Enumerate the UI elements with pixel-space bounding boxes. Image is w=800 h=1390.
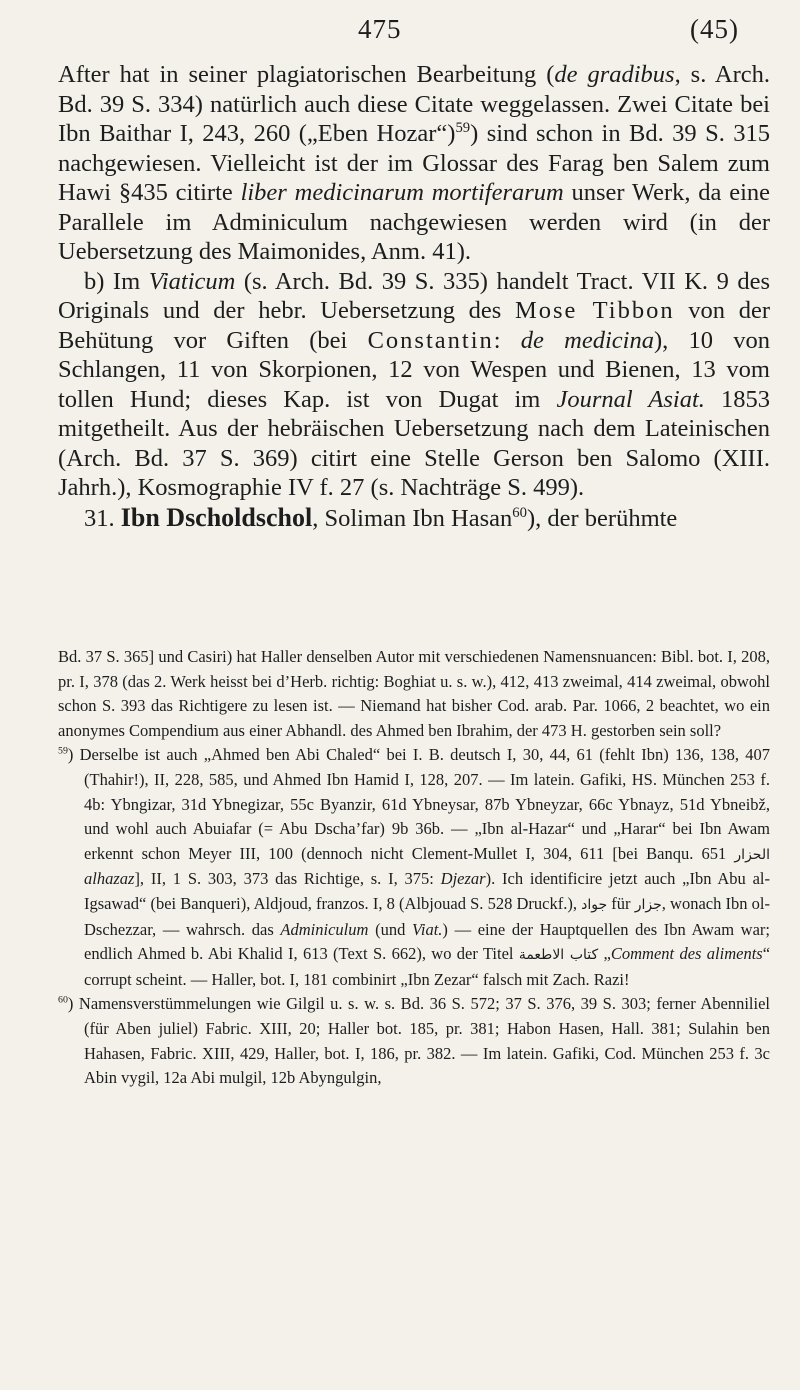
arabic-term: كتاب الاطعمة [518, 947, 599, 964]
footnote-mark: 59 [58, 745, 68, 757]
section-number: 31. [84, 504, 115, 532]
footnotes [58, 645, 770, 1091]
work-title: de gradibus [554, 61, 675, 88]
section-heading-name: Ibn Dscholdschol [120, 502, 313, 532]
arabic-term: جواد [581, 896, 608, 913]
footnote-ref-59[interactable]: 59 [455, 119, 471, 136]
person-name: Mose Tibbon [514, 297, 675, 324]
paragraph-after: After hat in seiner plagiatorischen Bearbeitung (de gradibus, s. Arch. Bd. 39 S. 334) natürlich auch diese Citate weggelassen. Zwei Citate bei Ibn Baithar I, 243, 260 („Eben Hozar“)$^{59}$) sind schon in Bd. 39 S. 315 nachgewiesen. Vielleicht ist der im Glossar des Farag ben Salem zum Hawi §435 citirte liber medicinarum mortiferarum unser Werk, da eine Parallele im Adminiculum nachgewiesen werden wird (in der Uebersetzung des Maimonides, Anm. 41). [58, 61, 771, 265]
work-title: de medicina [520, 326, 654, 354]
footnote-ref-60[interactable]: 60 [512, 504, 527, 521]
running-header [0, 14, 800, 54]
arabic-term: الحزار [734, 846, 770, 863]
work-title: liber medicinarum mortiferarum [240, 179, 564, 206]
work-title: Viaticum [148, 267, 236, 295]
journal-title: Journal Asiat. [556, 385, 705, 413]
paragraph-viaticum: b) Im Viaticum (s. Arch. Bd. 39 S. 335) handelt Tract. VII K. 9 des Originals und der hebr. Uebersetzung des Mose Tibbon von der Behütung vor Giften (bei Constantin: de medicina), 10 von Schlangen, 11 von Skorpionen, 12 von Wespen und Bienen, 13 vom tollen Hund; dieses Kap. ist von Dugat im Journal Asiat. 1853 mitgetheilt. Aus der hebräischen Uebersetzung nach dem Lateinischen (Arch. Bd. 37 S. 369) citirt eine Stelle Gerson ben Salomo (XIII. Jahrh.), Kosmographie IV f. 27 (s. Nachträge S. 499). [58, 267, 771, 501]
footnote-59: $^{59}$) Derselbe ist auch „Ahmed ben Abi Chaled“ bei I. B. deutsch I, 30, 44, 61 (fehlt Ibn) 136, 138, 407 (Thahir!), II, 228, 585, und Ahmed Ibn Hamid I, 128, 207. — Im latein. Gafiki, HS. München 253 f. 4b: Ybngizar, 31d Ybnegizar, 55c Byanzir, 61d Ybneysar, 87b Ybneyzar, 66c Ybnayz, 51d Ybneibž, und wohl auch Abuiafar (= Abu Dscha’far) 9b 36b. — „Ibn al-Hazar“ und „Harar“ bei Ibn Awam erkennt schon Meyer III, 100 (dennoch nicht Clement-Mullet I, 304, 611 [bei Banqu. 651 الحزار alhazaz], II, 1 S. 303, 373 das Richtige, s. I, 375: Djezar). Ich identificire jetzt auch „Ibn Abu al-Igsawad“ (bei Banqueri), Aldjoud, franzos. I, 8 (Albjouad S. 528 Druckf.), جواد für جزار, wonach Ibn ol-Dschezzar, — wahrsch. das Adminiculum (und Viat.) — eine der Hauptquellen des Ibn Awam war; endlich Ahmed b. Abi Khalid I, 613 (Text S. 662), wo der Titel كتاب الاطعمة „Comment des aliments“ corrupt scheint. — Haller, bot. I, 181 combinirt „Ibn Zezar“ falsch mit Zach. Razi! [58, 745, 771, 989]
page-number: 475 [358, 14, 402, 44]
main-text [58, 60, 770, 533]
section-31: 31. Ibn Dscholdschol, Soliman Ibn Hasan$^{60}$), der berühmte [84, 502, 678, 532]
footnote-mark: 60 [58, 994, 68, 1006]
arabic-term: جزار [634, 896, 662, 913]
sheet-mark: (45) [690, 14, 739, 44]
footnote-60: $^{60}$) Namensverstümmelungen wie Gilgil u. s. w. s. Bd. 36 S. 572; 37 S. 376, 39 S. 303; ferner Abenniliel (für Aben juliel) Fabric. XIII, 20; Haller bot. 185, pr. 381; Habon Hasen, Hall. 381; Sulahin ben Hahasen, Fabric. XIII, 429, Haller, bot. I, 186, pr. 382. — Im latein. Gafiki, Cod. München 253 f. 3c Abin vygil, 12a Abi mulgil, 12b Abyngulgin, [58, 994, 770, 1088]
footnote-continuation: Bd. 37 S. 365] und Casiri) hat Haller denselben Autor mit verschiedenen Namensnuancen: Bibl. bot. I, 208, pr. I, 378 (das 2. Werk heisst bei d’Herb. richtig: Boghiat u. s. w.), 412, 413 zweimal, 414 zweimal, obwohl schon S. 393 das Richtigere zu lesen ist. — Niemand hat bisher Cod. arab. Par. 1066, 2 beachtet, wo ein anonymes Compendium aus einer Abhandl. des Ahmed ben Ibrahim, der 473 H. gestorben sein soll? [58, 647, 770, 740]
person-name: Constantin [367, 326, 494, 354]
